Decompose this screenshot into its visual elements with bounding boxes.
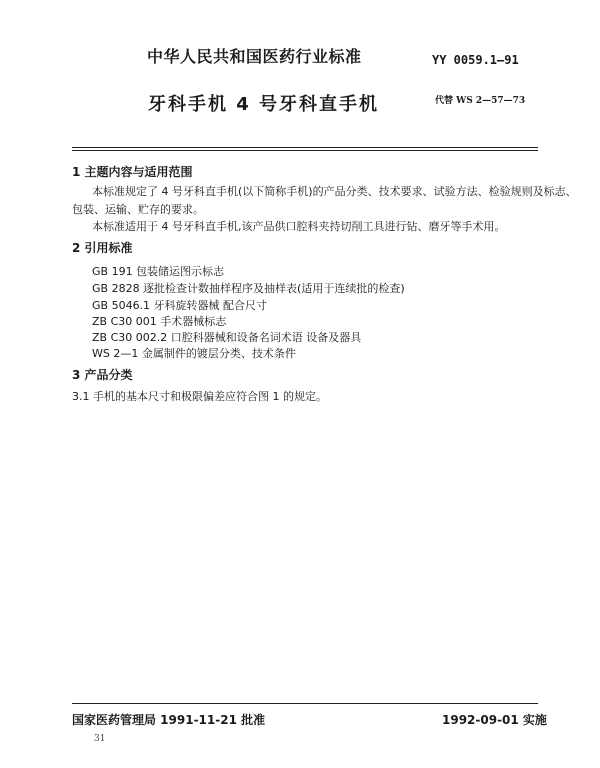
header-rule-bottom: [72, 150, 538, 151]
section-3-heading: 3 产品分类: [72, 368, 133, 382]
section-1-heading: 1 主题内容与适用范围: [72, 165, 193, 179]
reference-item: GB 5046.1 牙科旋转器械 配合尺寸: [92, 299, 268, 312]
section-1-paragraph-1-line-2: 包装、运输、贮存的要求。: [72, 203, 204, 216]
section-3-item-3-1: 3.1 手机的基本尺寸和极限偏差应符合图 1 的规定。: [72, 390, 327, 403]
reference-item: ZB C30 002.2 口腔科器械和设备名词术语 设备及器具: [92, 331, 362, 344]
section-2-heading: 2 引用标准: [72, 241, 133, 255]
replaces-note: 代替 WS 2—57—73: [435, 96, 526, 106]
org-title: 中华人民共和国医药行业标准: [147, 47, 362, 66]
approval-note: 国家医药管理局 1991-11-21 批准: [72, 713, 266, 727]
reference-item: GB 2828 逐批检查计数抽样程序及抽样表(适用于连续批的检查): [92, 282, 405, 295]
standard-number: YY 0059.1—91: [432, 53, 519, 67]
reference-item: ZB C30 001 手术器械标志: [92, 315, 227, 328]
document-title: 牙科手机 4 号牙科直手机: [148, 94, 380, 115]
reference-item: GB 191 包装储运图示标志: [92, 265, 225, 278]
reference-item: WS 2—1 金属制件的镀层分类、技术条件: [92, 347, 296, 360]
section-1-paragraph-2: 本标准适用于 4 号牙科直手机,该产品供口腔科夹持切削工具进行钻、磨牙等手术用。: [92, 220, 506, 233]
header-rule-top: [72, 147, 538, 148]
effective-date: 1992-09-01 实施: [442, 713, 547, 727]
footer-rule: [72, 703, 538, 704]
section-1-paragraph-1-line-1: 本标准规定了 4 号牙科直手机(以下简称手机)的产品分类、技术要求、试验方法、检验规则及标志、: [92, 185, 577, 198]
page-number: 31: [94, 734, 106, 744]
